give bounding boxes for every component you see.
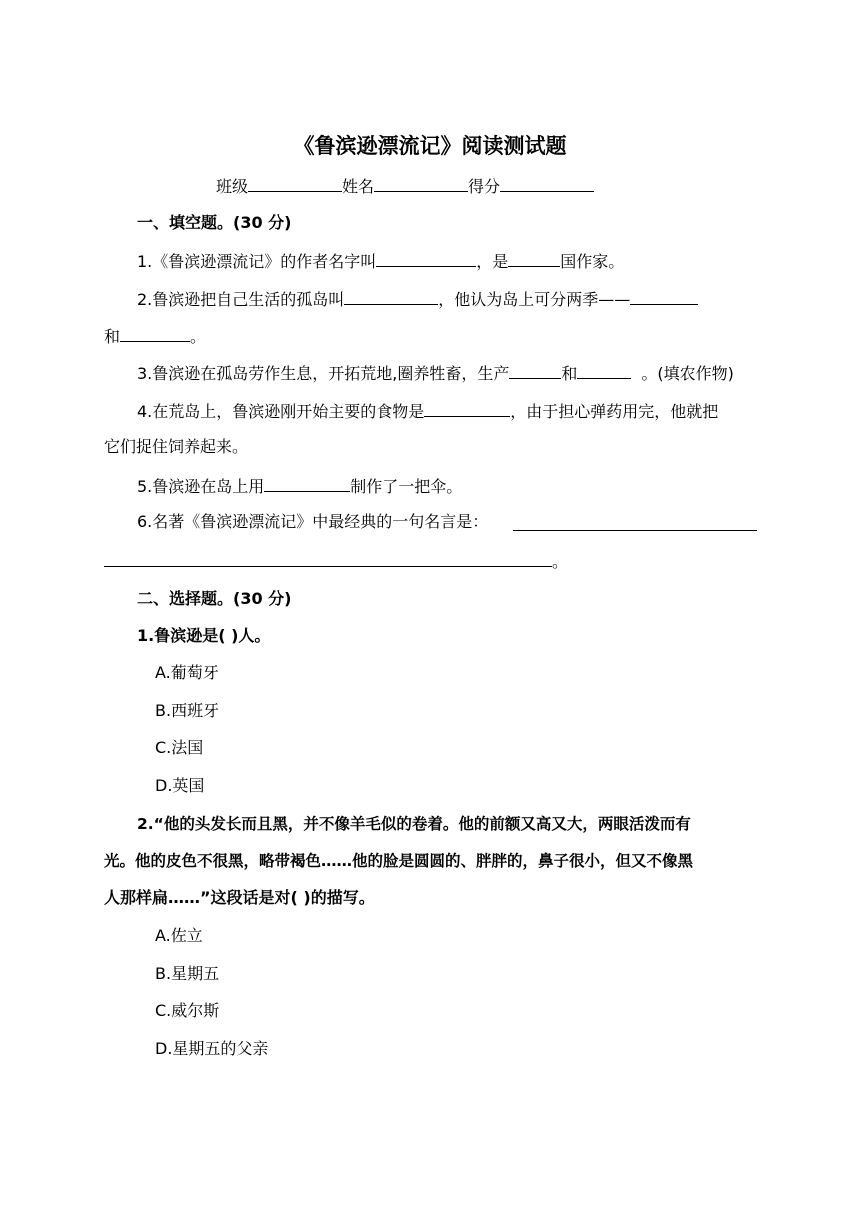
option-1b[interactable]: B.西班牙: [155, 701, 220, 720]
fill-question-3: 3.鲁滨逊在孤岛劳作生息，开拓荒地,圈养牲畜，生产 和 。(填农作物): [137, 364, 734, 383]
class-label: 班级: [216, 177, 249, 196]
option-2d[interactable]: D.星期五的父亲: [155, 1039, 269, 1058]
fill-question-2: 2.鲁滨逊把自己生活的孤岛叫 ，他认为岛上可分两季——: [137, 288, 698, 310]
option-2a[interactable]: A.佐立: [155, 926, 203, 945]
answer-blank[interactable]: [508, 250, 560, 267]
answer-blank[interactable]: [577, 362, 631, 379]
fill-question-6-cont: 。: [104, 550, 568, 572]
choice-question-2-line2: 光。他的皮色不很黑，略带褐色……他的脸是圆圆的、胖胖的，鼻子很小，但又不像黑: [104, 852, 694, 870]
name-label: 姓名: [342, 177, 375, 196]
fill-question-2-cont: 和 。: [104, 327, 207, 346]
option-1d[interactable]: D.英国: [155, 776, 205, 795]
answer-blank[interactable]: [513, 514, 757, 531]
answer-blank[interactable]: [104, 550, 552, 567]
class-blank[interactable]: [248, 175, 342, 192]
page-title: 《鲁滨逊漂流记》阅读测试题: [293, 134, 567, 158]
section1-heading: 一、填空题。(30 分): [137, 213, 292, 232]
name-blank[interactable]: [374, 175, 468, 192]
option-1a[interactable]: A.葡萄牙: [155, 663, 219, 682]
fill-question-1: 1.《鲁滨逊漂流记》的作者名字叫 ，是 国作家。: [137, 252, 625, 271]
section2-heading: 二、选择题。(30 分): [137, 589, 292, 608]
fill-question-6: 6.名著《鲁滨逊漂流记》中最经典的一句名言是：: [137, 512, 489, 531]
fill-question-4: 4.在荒岛上，鲁滨逊刚开始主要的食物是 ，由于担心弹药用完，他就把: [137, 402, 719, 421]
answer-blank[interactable]: [509, 362, 561, 379]
answer-blank[interactable]: [424, 400, 510, 417]
answer-blank[interactable]: [344, 288, 438, 305]
option-1c[interactable]: C.法国: [155, 738, 204, 757]
choice-question-2-line1: 2.“他的头发长而且黑，并不像羊毛似的卷着。他的前额又高又大，两眼活泼而有: [137, 815, 691, 833]
option-2c[interactable]: C.威尔斯: [155, 1001, 220, 1020]
option-2b[interactable]: B.星期五: [155, 964, 220, 983]
fill-question-5: 5.鲁滨逊在岛上用 制作了一把伞。: [137, 477, 463, 496]
choice-question-2-line3: 人那样扁……”这段话是对( )的描写。: [104, 888, 375, 907]
choice-question-1: 1.鲁滨逊是( )人。: [137, 626, 271, 645]
answer-blank[interactable]: [264, 475, 350, 492]
score-label: 得分: [468, 177, 501, 196]
student-info-row: [216, 175, 594, 197]
score-blank[interactable]: [500, 175, 594, 192]
answer-blank[interactable]: [376, 250, 476, 267]
fill-question-4-cont: 它们捉住饲养起来。: [104, 437, 249, 456]
answer-blank[interactable]: [630, 288, 698, 305]
answer-blank[interactable]: [120, 325, 190, 342]
